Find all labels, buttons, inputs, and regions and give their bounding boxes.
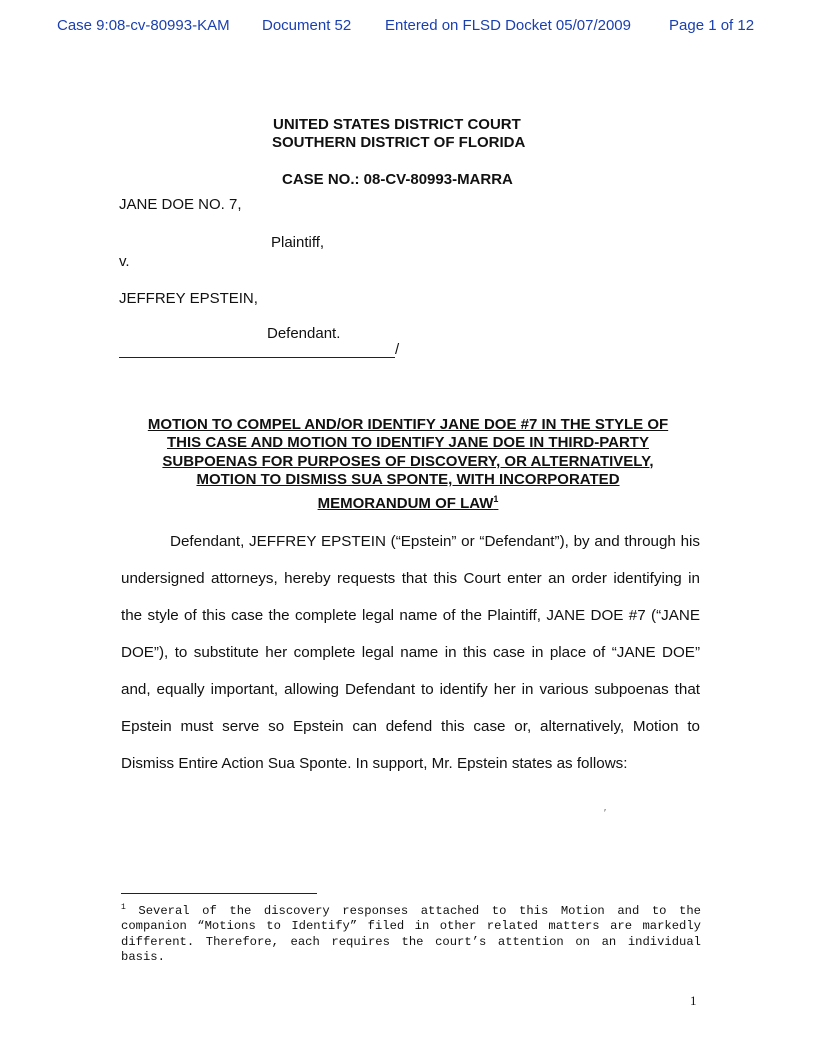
motion-title-line xyxy=(110,490,706,513)
footnote-separator xyxy=(121,893,317,894)
stray-mark: ′ xyxy=(604,808,606,819)
caption-rule xyxy=(119,357,395,358)
defendant-label: Defendant. xyxy=(267,325,341,342)
motion-body xyxy=(121,523,700,782)
footnote xyxy=(121,900,701,965)
footnote-marker: 1 xyxy=(121,903,126,912)
motion-title xyxy=(110,416,706,513)
motion-title-line: MOTION TO COMPEL AND/OR IDENTIFY JANE DOE #7 IN THE STYLE OF xyxy=(147,416,669,433)
docket-page-count: Page 1 of 12 xyxy=(669,17,755,34)
case-number: CASE NO.: 08-CV-80993-MARRA xyxy=(282,171,513,188)
docket-entered-date: Entered on FLSD Docket 05/07/2009 xyxy=(385,17,631,34)
plaintiff-label: Plaintiff, xyxy=(271,234,325,251)
defendant-name: JEFFREY EPSTEIN, xyxy=(119,290,258,307)
footnote-text: Several of the discovery responses attached to this Motion and to the companion “Motions to Identify” filed in other related matters are markedly different. Therefore, each requires the court’s attention on an individual basis. xyxy=(121,904,701,964)
body-paragraph: Defendant, JEFFREY EPSTEIN (“Epstein” or “Defendant”), by and through his undersigned attorneys, hereby requests that this Court enter an order identifying in the style of this case the complete legal name of the Plaintiff, JANE DOE #7 (“JANE DOE”), to substitute her complete legal name in this case in place of “JANE DOE” and, equally important, allowing Defendant to identify her in various subpoenas that Epstein must serve so Epstein can defend this case or, alternatively, Motion to Dismiss Entire Action Sua Sponte. In support, Mr. Epstein states as follows: xyxy=(121,533,700,772)
versus-label: v. xyxy=(119,253,130,270)
page-number: 1 xyxy=(690,993,697,1008)
docket-case-number: Case 9:08-cv-80993-KAM xyxy=(57,17,230,34)
footnote-reference: 1 xyxy=(493,493,499,504)
motion-title-line: SUBPOENAS FOR PURPOSES OF DISCOVERY, OR ALTERNATIVELY, xyxy=(162,452,654,470)
plaintiff-name: JANE DOE NO. 7, xyxy=(119,196,242,213)
docket-header xyxy=(0,17,816,39)
caption-slash: / xyxy=(395,341,400,358)
motion-title-line: THIS CASE AND MOTION TO IDENTIFY JANE DOE IN THIRD-PARTY xyxy=(167,434,649,452)
court-name: UNITED STATES DISTRICT COURT xyxy=(273,116,521,133)
court-district: SOUTHERN DISTRICT OF FLORIDA xyxy=(272,134,526,151)
motion-title-last: MEMORANDUM OF LAW xyxy=(317,494,494,512)
motion-title-line: MOTION TO DISMISS SUA SPONTE, WITH INCORPORATED xyxy=(196,471,620,489)
docket-document-number: Document 52 xyxy=(262,17,352,34)
